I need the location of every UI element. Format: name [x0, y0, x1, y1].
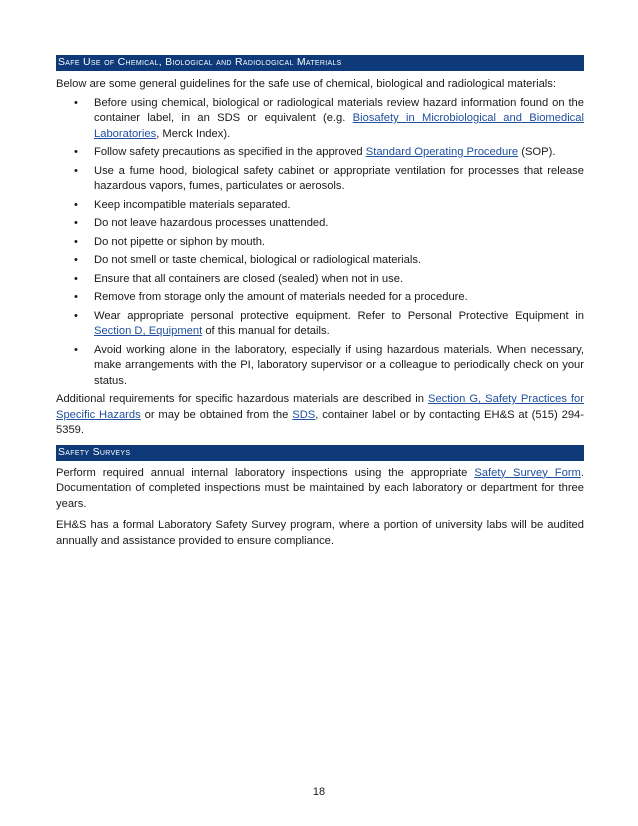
item-text: (SOP). — [518, 146, 556, 158]
item-text: Use a fume hood, biological safety cabinet or appropriate ventilation for processes that release hazardous vapors, fumes, particulates or aerosols. — [94, 164, 584, 192]
item-text: Wear appropriate personal protective equipment. Refer to Personal Protective Equipment in — [94, 309, 584, 322]
list-item — [56, 235, 584, 251]
guidelines-list — [56, 96, 584, 390]
paragraph-text: Perform required annual internal laboratory inspections using the appropriate — [56, 466, 475, 479]
bullet-icon: • — [74, 235, 78, 248]
additional-requirements-paragraph — [56, 392, 584, 439]
item-text: Avoid working alone in the laboratory, especially if using hazardous materials. When necessary, make arrangements with the PI, laboratory supervisor or a colleague to periodically check on your status. — [94, 343, 584, 387]
bullet-icon: • — [74, 309, 78, 322]
bullet-icon: • — [74, 164, 78, 177]
page-number: 18 — [312, 786, 326, 798]
list-item — [56, 343, 584, 390]
bullet-icon: • — [74, 198, 78, 211]
list-item — [56, 164, 584, 195]
item-text: of this manual for details. — [202, 325, 330, 337]
section-g-link[interactable]: Section G, Safety Practices for Specific Hazards — [56, 393, 584, 421]
survey-paragraph — [56, 466, 584, 513]
sop-link[interactable]: Standard Operating Procedure — [365, 146, 519, 158]
item-text: Do not pipette or siphon by mouth. — [94, 235, 266, 248]
safety-survey-form-link[interactable]: Safety Survey Form — [474, 466, 581, 479]
item-text: , Merck Index). — [156, 127, 231, 140]
bullet-icon: • — [74, 96, 78, 109]
paragraph-text: . Documentation of completed inspections must be maintained by each laboratory or department for three years. — [56, 466, 584, 510]
survey-program-paragraph: EH&S has a formal Laboratory Safety Survey program, where a portion of university labs will be audited annually and assistance provided to ensure compliance. — [56, 519, 584, 547]
item-text: Follow safety precautions as specified in the approved — [94, 146, 366, 158]
biosafety-link[interactable]: Biosafety in Microbiological and Biomedical Laboratories — [94, 112, 584, 140]
bullet-icon: • — [74, 272, 78, 285]
list-item — [56, 253, 584, 269]
item-text: Keep incompatible materials separated. — [94, 198, 291, 211]
item-text: Before using chemical, biological or radiological materials review hazard information found on the container label, in an SDS or equivalent (e.g. — [94, 96, 584, 124]
bullet-icon: • — [74, 254, 78, 266]
list-item — [56, 198, 584, 214]
bullet-icon: • — [74, 291, 78, 303]
list-item — [56, 272, 584, 288]
bullet-icon: • — [74, 343, 78, 356]
section-heading-safety-surveys: Safety Surveys — [56, 445, 584, 461]
intro-paragraph: Below are some general guidelines for the safe use of chemical, biological and radiological materials: — [56, 78, 556, 90]
item-text: Ensure that all containers are closed (sealed) when not in use. — [94, 272, 404, 285]
list-item — [56, 216, 584, 232]
item-text: Do not smell or taste chemical, biological or radiological materials. — [94, 254, 422, 266]
paragraph-text: or may be obtained from the — [140, 408, 293, 421]
sds-link[interactable]: SDS — [292, 408, 316, 421]
list-item — [56, 96, 584, 143]
list-item — [56, 309, 584, 340]
bullet-icon: • — [74, 217, 78, 229]
section-heading-safe-use: Safe Use of Chemical, Biological and Radiological Materials — [56, 55, 584, 71]
section-d-equipment-link[interactable]: Section D, Equipment — [94, 325, 203, 337]
paragraph-text: , container label or by contacting EH&S at (515) 294-5359. — [56, 408, 584, 436]
paragraph-text: Additional requirements for specific hazardous materials are described in — [56, 393, 428, 405]
item-text: Do not leave hazardous processes unattended. — [94, 217, 329, 229]
bullet-icon: • — [74, 146, 78, 158]
list-item — [56, 145, 584, 161]
list-item — [56, 290, 584, 306]
page-content — [56, 55, 584, 549]
item-text: Remove from storage only the amount of materials needed for a procedure. — [94, 291, 468, 303]
